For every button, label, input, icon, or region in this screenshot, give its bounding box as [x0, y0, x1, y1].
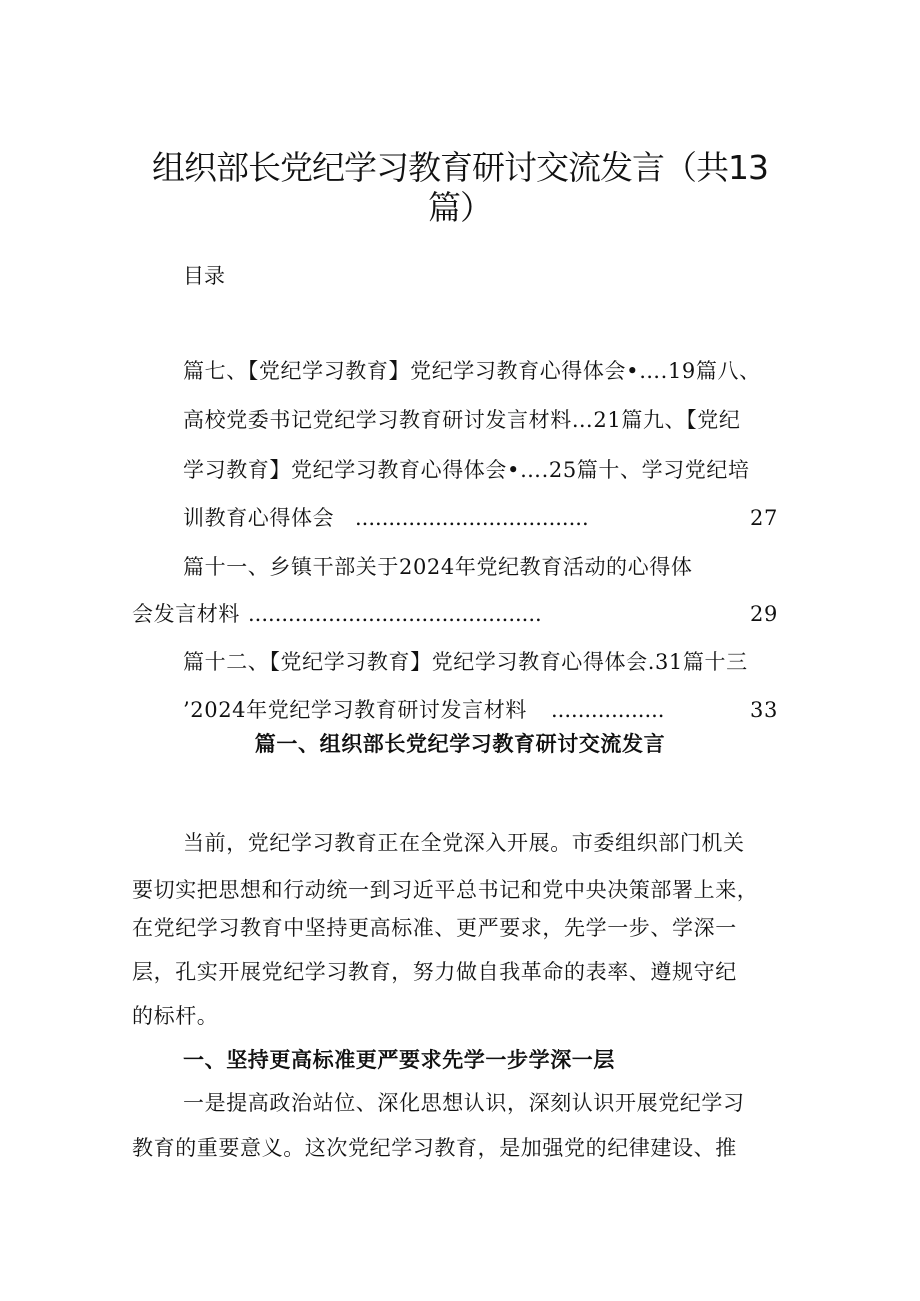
toc-row-6-text[interactable]: 会发言材料 — [132, 602, 240, 626]
toc-row-8-text[interactable]: ’2024年党纪学习教育研讨发言材料 — [183, 698, 527, 722]
body-paragraph-1-line-4: 层，孔实开展党纪学习教育，努力做自我革命的表率、遵规守纪 — [132, 960, 737, 984]
toc-row-7[interactable]: 篇十二、【党纪学习教育】党纪学习教育心得体会.31篇十三 — [183, 650, 748, 674]
section-heading: 篇一、组织部长党纪学习教育研讨交流发言 — [254, 731, 666, 756]
toc-row-1[interactable]: 篇七、【党纪学习教育】党纪学习教育心得体会•….19篇八、 — [183, 359, 761, 383]
subheading-1: 一、坚持更高标准更严要求先学一步学深一层 — [183, 1047, 615, 1072]
toc-label: 目录 — [183, 264, 225, 288]
toc-row-4-page: 27 — [750, 506, 778, 530]
toc-row-4-leader: ................................... — [355, 506, 589, 530]
toc-row-8-leader: ................. — [551, 698, 665, 722]
body-paragraph-1-line-2: 要切实把思想和行动统一到习近平总书记和党中央决策部署上来， — [132, 878, 759, 902]
toc-row-3[interactable]: 学习教育】党纪学习教育心得体会•….25篇十、学习党纪培 — [183, 458, 750, 482]
body-paragraph-1-line-5: 的标杆。 — [132, 1004, 219, 1028]
toc-row-8-page: 33 — [750, 698, 778, 722]
toc-row-6-leader: ............................................ — [248, 602, 542, 626]
body-paragraph-2-line-2: 教育的重要意义。这次党纪学习教育，是加强党的纪律建设、推 — [132, 1136, 737, 1160]
body-paragraph-1-line-3: 在党纪学习教育中坚持更高标准、更严要求，先学一步、学深一 — [132, 916, 737, 940]
toc-row-2[interactable]: 高校党委书记党纪学习教育研讨发言材料…21篇九、【党纪 — [183, 408, 741, 432]
document-title-line-2: 篇） — [428, 188, 492, 227]
document-title-line-1: 组织部长党纪学习教育研讨交流发言（共13 — [152, 148, 768, 187]
toc-row-6-page: 29 — [750, 602, 778, 626]
toc-row-4-text[interactable]: 训教育心得体会 — [183, 506, 335, 530]
body-paragraph-2-line-1: 一是提高政治站位、深化思想认识，深刻认识开展党纪学习 — [183, 1091, 745, 1115]
body-paragraph-1-line-1: 当前，党纪学习教育正在全党深入开展。市委组织部门机关 — [183, 831, 745, 855]
toc-row-5[interactable]: 篇十一、乡镇干部关于2024年党纪教育活动的心得体 — [183, 555, 693, 579]
